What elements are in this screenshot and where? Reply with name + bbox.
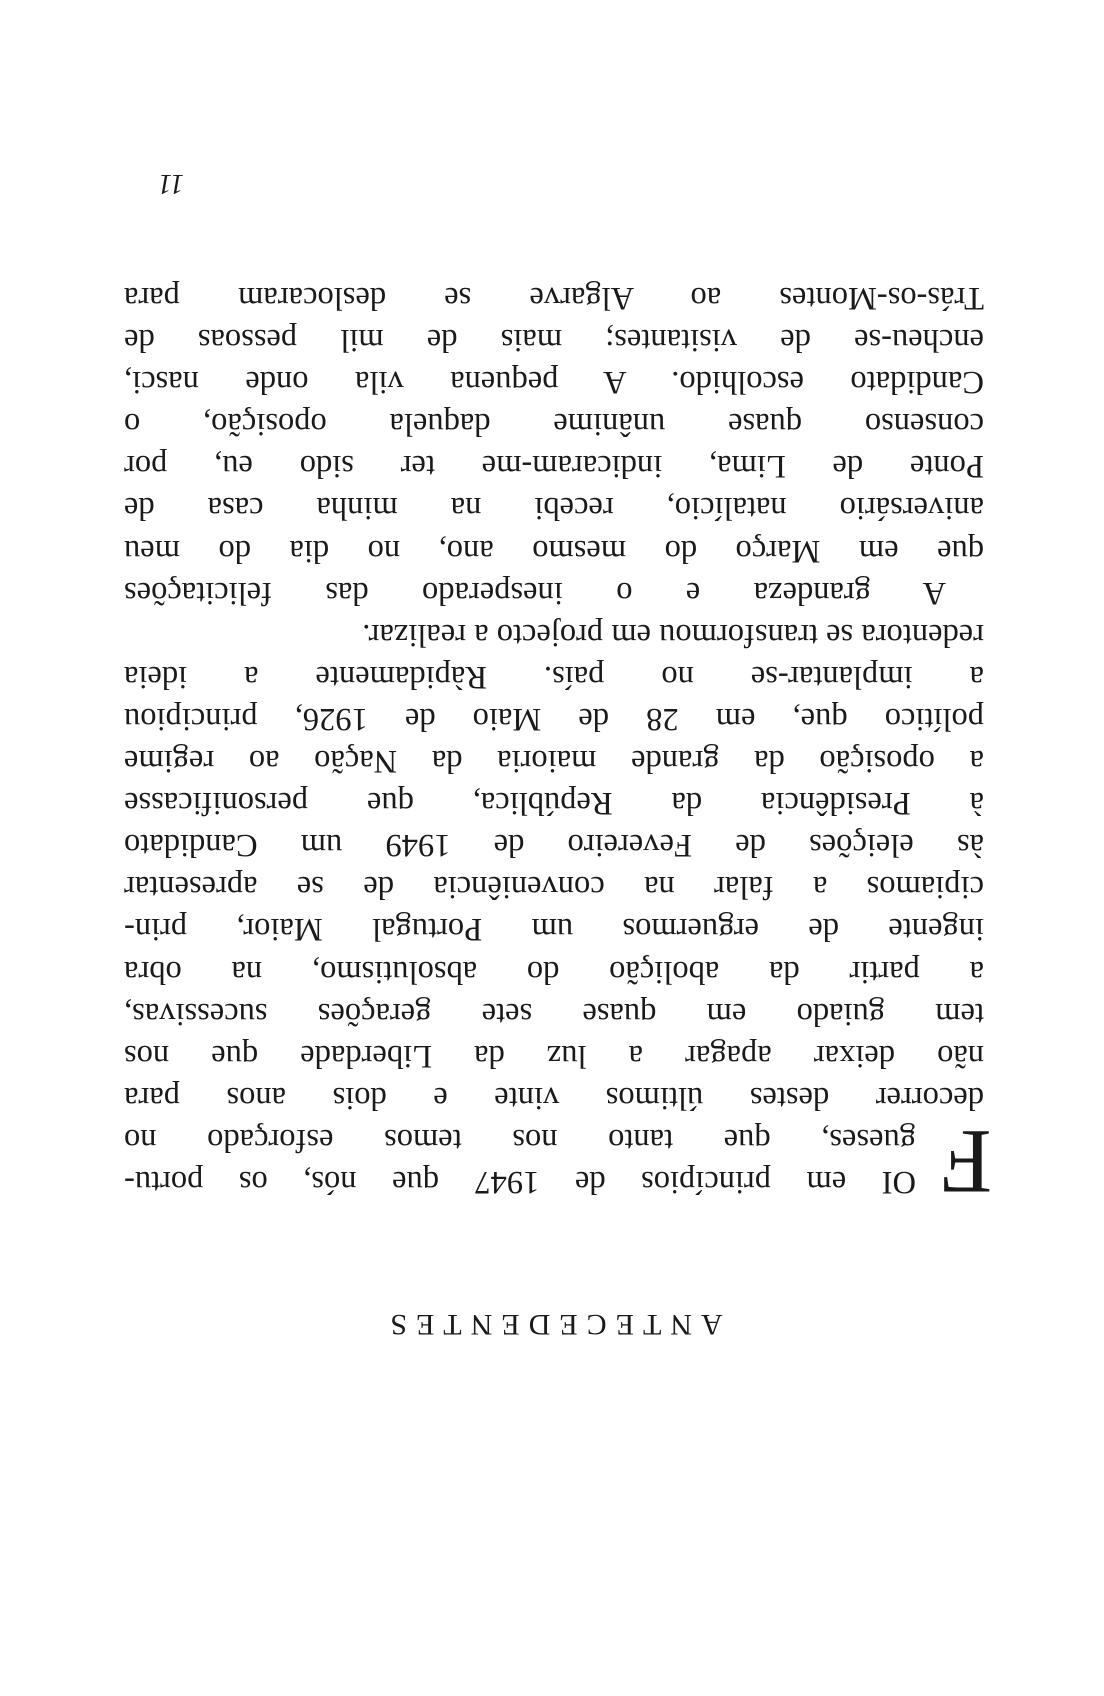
text-line: gueses, que tanto nos temos esforçado no [124, 1121, 916, 1158]
text-line: Candidato escolhido. A pequena vila onde nasci, [124, 364, 984, 401]
text-line: não deixar apagar a luz da Liberdade que nos [124, 1037, 984, 1074]
text-line: decorrer destes últimos vinte e dois anos para [124, 1079, 984, 1116]
text-line: redentora se transformou em projecto a realizar. [362, 616, 984, 653]
text-line: tem guiado em quase sete gerações sucessivas, [124, 995, 984, 1032]
page-number: 11 [158, 168, 184, 199]
body-text [124, 277, 984, 1203]
text-line: OI em princípios de 1947 que nós, os portu- [124, 1164, 916, 1200]
text-line: cipiamos a falar na conveniência de se apresentar [124, 869, 984, 906]
text-line: encheu-se de visitantes; mais de mil pessoas de [124, 322, 984, 359]
drop-cap: F [940, 1111, 992, 1213]
text-line: a implantar-se no país. Ràpidamente a ideia [124, 658, 984, 695]
text-line: a partir da abolição do absolutismo, na obra [124, 953, 984, 990]
text-line: Ponte de Lima, indicaram-me ter sido eu, por [124, 448, 984, 485]
text-line: aniversário natalício, recebi na minha casa de [124, 490, 984, 527]
text-line: às eleições de Fevereiro de 1949 um Candidato [124, 827, 984, 864]
chapter-title: ANTECEDENTES [381, 1308, 723, 1341]
text-line: que em Março do mesmo ano, no dia do meu [124, 532, 984, 569]
text-line: a oposição da grande maioria da Nação ao regime [124, 743, 984, 780]
text-line: ingente de erguermos um Portugal Maior, prin- [124, 911, 984, 948]
text-line: consenso quase unânime daquela oposição, o [124, 406, 984, 443]
text-line: à Presidência da República, que personificasse [124, 785, 984, 822]
text-line: A grandeza e o inesperado das felicitações [124, 574, 946, 611]
text-line: político que, em 28 de Maio de 1926, principiou [124, 700, 984, 737]
text-line: Trás-os-Montes ao Algarve se deslocaram para [124, 280, 984, 317]
